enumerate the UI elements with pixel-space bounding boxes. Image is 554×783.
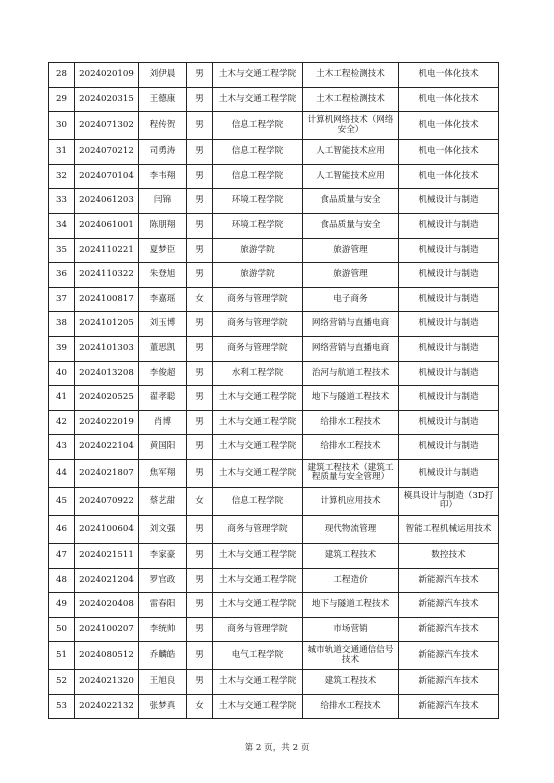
table-row — [49, 263, 499, 288]
original-major-cell: 食品质量与安全 — [303, 213, 399, 238]
student-name-cell: 王旭良 — [139, 670, 187, 695]
student-id-cell: 2024022019 — [75, 410, 139, 435]
table-row — [49, 336, 499, 361]
gender-cell: 男 — [187, 617, 213, 642]
student-name-cell: 李统帅 — [139, 617, 187, 642]
gender-cell: 男 — [187, 515, 213, 543]
table-row — [49, 112, 499, 140]
student-name-cell: 李韦翔 — [139, 164, 187, 189]
student-id-cell: 2024021320 — [75, 670, 139, 695]
target-major-cell: 新能源汽车技术 — [399, 593, 499, 618]
student-id-cell: 2024070922 — [75, 487, 139, 515]
college-cell: 土木与交通工程学院 — [213, 63, 303, 88]
college-cell: 商务与管理学院 — [213, 312, 303, 337]
row-number-cell: 31 — [49, 140, 75, 165]
gender-cell: 男 — [187, 459, 213, 487]
table-row — [49, 617, 499, 642]
target-major-cell: 模具设计与制造（3D打印） — [399, 487, 499, 515]
original-major-cell: 治河与航道工程技术 — [303, 361, 399, 386]
student-name-cell: 董思凯 — [139, 336, 187, 361]
student-id-cell: 2024021807 — [75, 459, 139, 487]
gender-cell: 男 — [187, 543, 213, 568]
college-cell: 土木与交通工程学院 — [213, 568, 303, 593]
student-name-cell: 雷春阳 — [139, 593, 187, 618]
row-number-cell: 52 — [49, 670, 75, 695]
table-row — [49, 515, 499, 543]
row-number-cell: 40 — [49, 361, 75, 386]
student-id-cell: 2024110322 — [75, 263, 139, 288]
original-major-cell: 建筑工程技术 — [303, 543, 399, 568]
college-cell: 信息工程学院 — [213, 487, 303, 515]
target-major-cell: 机电一体化技术 — [399, 63, 499, 88]
student-name-cell: 焦军翔 — [139, 459, 187, 487]
student-name-cell: 蔡艺甜 — [139, 487, 187, 515]
student-name-cell: 李家豪 — [139, 543, 187, 568]
table-row — [49, 140, 499, 165]
gender-cell: 女 — [187, 487, 213, 515]
student-name-cell: 翟孝聪 — [139, 386, 187, 411]
gender-cell: 男 — [187, 164, 213, 189]
gender-cell: 男 — [187, 140, 213, 165]
target-major-cell: 新能源汽车技术 — [399, 617, 499, 642]
student-id-cell: 2024070104 — [75, 164, 139, 189]
table-row — [49, 435, 499, 460]
original-major-cell: 土木工程检测技术 — [303, 87, 399, 112]
page-footer: 第 2 页，共 2 页 — [244, 743, 310, 753]
target-major-cell: 机电一体化技术 — [399, 140, 499, 165]
gender-cell: 男 — [187, 63, 213, 88]
table-row — [49, 312, 499, 337]
target-major-cell: 机械设计与制造 — [399, 238, 499, 263]
gender-cell: 男 — [187, 386, 213, 411]
row-number-cell: 37 — [49, 287, 75, 312]
student-id-cell: 2024100604 — [75, 515, 139, 543]
row-number-cell: 48 — [49, 568, 75, 593]
row-number-cell: 41 — [49, 386, 75, 411]
gender-cell: 男 — [187, 213, 213, 238]
college-cell: 水利工程学院 — [213, 361, 303, 386]
college-cell: 商务与管理学院 — [213, 515, 303, 543]
table-row — [49, 189, 499, 214]
original-major-cell: 建筑工程技术（建筑工程质量与安全管理） — [303, 459, 399, 487]
row-number-cell: 43 — [49, 435, 75, 460]
gender-cell: 男 — [187, 312, 213, 337]
target-major-cell: 机械设计与制造 — [399, 189, 499, 214]
student-id-cell: 2024020109 — [75, 63, 139, 88]
table-row — [49, 568, 499, 593]
student-name-cell: 夏梦臣 — [139, 238, 187, 263]
target-major-cell: 机械设计与制造 — [399, 459, 499, 487]
student-name-cell: 王德康 — [139, 87, 187, 112]
original-major-cell: 食品质量与安全 — [303, 189, 399, 214]
target-major-cell: 数控技术 — [399, 543, 499, 568]
original-major-cell: 现代物流管理 — [303, 515, 399, 543]
original-major-cell: 地下与隧道工程技术 — [303, 386, 399, 411]
target-major-cell: 机械设计与制造 — [399, 263, 499, 288]
table-row — [49, 410, 499, 435]
original-major-cell: 旅游管理 — [303, 238, 399, 263]
table-row — [49, 670, 499, 695]
table-row — [49, 386, 499, 411]
target-major-cell: 机械设计与制造 — [399, 361, 499, 386]
student-name-cell: 黄国阳 — [139, 435, 187, 460]
original-major-cell: 土木工程检测技术 — [303, 63, 399, 88]
student-name-cell: 李嘉瑶 — [139, 287, 187, 312]
target-major-cell: 机械设计与制造 — [399, 312, 499, 337]
row-number-cell: 34 — [49, 213, 75, 238]
original-major-cell: 旅游管理 — [303, 263, 399, 288]
original-major-cell: 给排水工程技术 — [303, 435, 399, 460]
student-name-cell: 肖博 — [139, 410, 187, 435]
table-row — [49, 487, 499, 515]
target-major-cell: 新能源汽车技术 — [399, 642, 499, 670]
row-number-cell: 32 — [49, 164, 75, 189]
student-name-cell: 刘伊晨 — [139, 63, 187, 88]
original-major-cell: 地下与隧道工程技术 — [303, 593, 399, 618]
row-number-cell: 46 — [49, 515, 75, 543]
student-name-cell: 司勇涛 — [139, 140, 187, 165]
college-cell: 商务与管理学院 — [213, 287, 303, 312]
gender-cell: 女 — [187, 287, 213, 312]
target-major-cell: 机电一体化技术 — [399, 164, 499, 189]
target-major-cell: 机械设计与制造 — [399, 410, 499, 435]
transfer-roster-table — [48, 62, 499, 719]
original-major-cell: 建筑工程技术 — [303, 670, 399, 695]
college-cell: 商务与管理学院 — [213, 617, 303, 642]
student-name-cell: 乔麟皓 — [139, 642, 187, 670]
original-major-cell: 给排水工程技术 — [303, 410, 399, 435]
student-id-cell: 2024020525 — [75, 386, 139, 411]
original-major-cell: 人工智能技术应用 — [303, 164, 399, 189]
college-cell: 土木与交通工程学院 — [213, 593, 303, 618]
college-cell: 信息工程学院 — [213, 164, 303, 189]
target-major-cell: 机电一体化技术 — [399, 112, 499, 140]
original-major-cell: 人工智能技术应用 — [303, 140, 399, 165]
row-number-cell: 29 — [49, 87, 75, 112]
target-major-cell: 机械设计与制造 — [399, 213, 499, 238]
college-cell: 环境工程学院 — [213, 213, 303, 238]
target-major-cell: 新能源汽车技术 — [399, 694, 499, 719]
row-number-cell: 42 — [49, 410, 75, 435]
student-id-cell: 2024100207 — [75, 617, 139, 642]
student-id-cell: 2024013208 — [75, 361, 139, 386]
table-row — [49, 213, 499, 238]
table-row — [49, 238, 499, 263]
row-number-cell: 39 — [49, 336, 75, 361]
college-cell: 旅游学院 — [213, 263, 303, 288]
student-id-cell: 2024070212 — [75, 140, 139, 165]
student-id-cell: 2024022104 — [75, 435, 139, 460]
college-cell: 环境工程学院 — [213, 189, 303, 214]
student-name-cell: 李俊超 — [139, 361, 187, 386]
college-cell: 土木与交通工程学院 — [213, 670, 303, 695]
row-number-cell: 36 — [49, 263, 75, 288]
college-cell: 旅游学院 — [213, 238, 303, 263]
row-number-cell: 30 — [49, 112, 75, 140]
table-row — [49, 87, 499, 112]
row-number-cell: 44 — [49, 459, 75, 487]
student-name-cell: 张梦真 — [139, 694, 187, 719]
target-major-cell: 新能源汽车技术 — [399, 568, 499, 593]
row-number-cell: 45 — [49, 487, 75, 515]
gender-cell: 男 — [187, 435, 213, 460]
original-major-cell: 计算机应用技术 — [303, 487, 399, 515]
student-id-cell: 2024061203 — [75, 189, 139, 214]
college-cell: 电气工程学院 — [213, 642, 303, 670]
table-row — [49, 694, 499, 719]
table-row — [49, 63, 499, 88]
gender-cell: 男 — [187, 568, 213, 593]
student-id-cell: 2024020315 — [75, 87, 139, 112]
student-id-cell: 2024071302 — [75, 112, 139, 140]
target-major-cell: 机电一体化技术 — [399, 87, 499, 112]
student-name-cell: 朱登旭 — [139, 263, 187, 288]
gender-cell: 女 — [187, 694, 213, 719]
student-id-cell: 2024021204 — [75, 568, 139, 593]
row-number-cell: 50 — [49, 617, 75, 642]
student-id-cell: 2024021511 — [75, 543, 139, 568]
gender-cell: 男 — [187, 410, 213, 435]
row-number-cell: 35 — [49, 238, 75, 263]
college-cell: 土木与交通工程学院 — [213, 87, 303, 112]
row-number-cell: 28 — [49, 63, 75, 88]
gender-cell: 男 — [187, 361, 213, 386]
original-major-cell: 网络营销与直播电商 — [303, 336, 399, 361]
student-id-cell: 2024080512 — [75, 642, 139, 670]
student-name-cell: 刘玉博 — [139, 312, 187, 337]
gender-cell: 男 — [187, 670, 213, 695]
gender-cell: 男 — [187, 642, 213, 670]
student-name-cell: 程传贺 — [139, 112, 187, 140]
student-id-cell: 2024061001 — [75, 213, 139, 238]
student-name-cell: 闫锦 — [139, 189, 187, 214]
college-cell: 土木与交通工程学院 — [213, 543, 303, 568]
row-number-cell: 38 — [49, 312, 75, 337]
gender-cell: 男 — [187, 593, 213, 618]
table-row — [49, 287, 499, 312]
student-id-cell: 2024020408 — [75, 593, 139, 618]
target-major-cell: 智能工程机械运用技术 — [399, 515, 499, 543]
student-id-cell: 2024101303 — [75, 336, 139, 361]
original-major-cell: 电子商务 — [303, 287, 399, 312]
student-name-cell: 陈朋翔 — [139, 213, 187, 238]
row-number-cell: 51 — [49, 642, 75, 670]
row-number-cell: 33 — [49, 189, 75, 214]
college-cell: 信息工程学院 — [213, 140, 303, 165]
student-name-cell: 罗官政 — [139, 568, 187, 593]
gender-cell: 男 — [187, 87, 213, 112]
target-major-cell: 机械设计与制造 — [399, 386, 499, 411]
student-id-cell: 2024022132 — [75, 694, 139, 719]
original-major-cell: 城市轨道交通通信信号技术 — [303, 642, 399, 670]
original-major-cell: 网络营销与直播电商 — [303, 312, 399, 337]
college-cell: 商务与管理学院 — [213, 336, 303, 361]
target-major-cell: 机械设计与制造 — [399, 336, 499, 361]
college-cell: 土木与交通工程学院 — [213, 694, 303, 719]
student-id-cell: 2024101205 — [75, 312, 139, 337]
student-id-cell: 2024100817 — [75, 287, 139, 312]
college-cell: 土木与交通工程学院 — [213, 386, 303, 411]
gender-cell: 男 — [187, 263, 213, 288]
target-major-cell: 机械设计与制造 — [399, 435, 499, 460]
row-number-cell: 47 — [49, 543, 75, 568]
target-major-cell: 新能源汽车技术 — [399, 670, 499, 695]
gender-cell: 男 — [187, 189, 213, 214]
student-name-cell: 刘文强 — [139, 515, 187, 543]
original-major-cell: 市场营销 — [303, 617, 399, 642]
table-row — [49, 642, 499, 670]
table-row — [49, 361, 499, 386]
student-id-cell: 2024110221 — [75, 238, 139, 263]
original-major-cell: 工程造价 — [303, 568, 399, 593]
table-row — [49, 164, 499, 189]
table-row — [49, 593, 499, 618]
row-number-cell: 49 — [49, 593, 75, 618]
original-major-cell: 给排水工程技术 — [303, 694, 399, 719]
original-major-cell: 计算机网络技术（网络安全） — [303, 112, 399, 140]
college-cell: 土木与交通工程学院 — [213, 459, 303, 487]
college-cell: 信息工程学院 — [213, 112, 303, 140]
roster-body — [49, 63, 499, 719]
target-major-cell: 机械设计与制造 — [399, 287, 499, 312]
table-row — [49, 459, 499, 487]
gender-cell: 男 — [187, 112, 213, 140]
table-row — [49, 543, 499, 568]
college-cell: 土木与交通工程学院 — [213, 435, 303, 460]
college-cell: 土木与交通工程学院 — [213, 410, 303, 435]
gender-cell: 男 — [187, 238, 213, 263]
gender-cell: 男 — [187, 336, 213, 361]
row-number-cell: 53 — [49, 694, 75, 719]
